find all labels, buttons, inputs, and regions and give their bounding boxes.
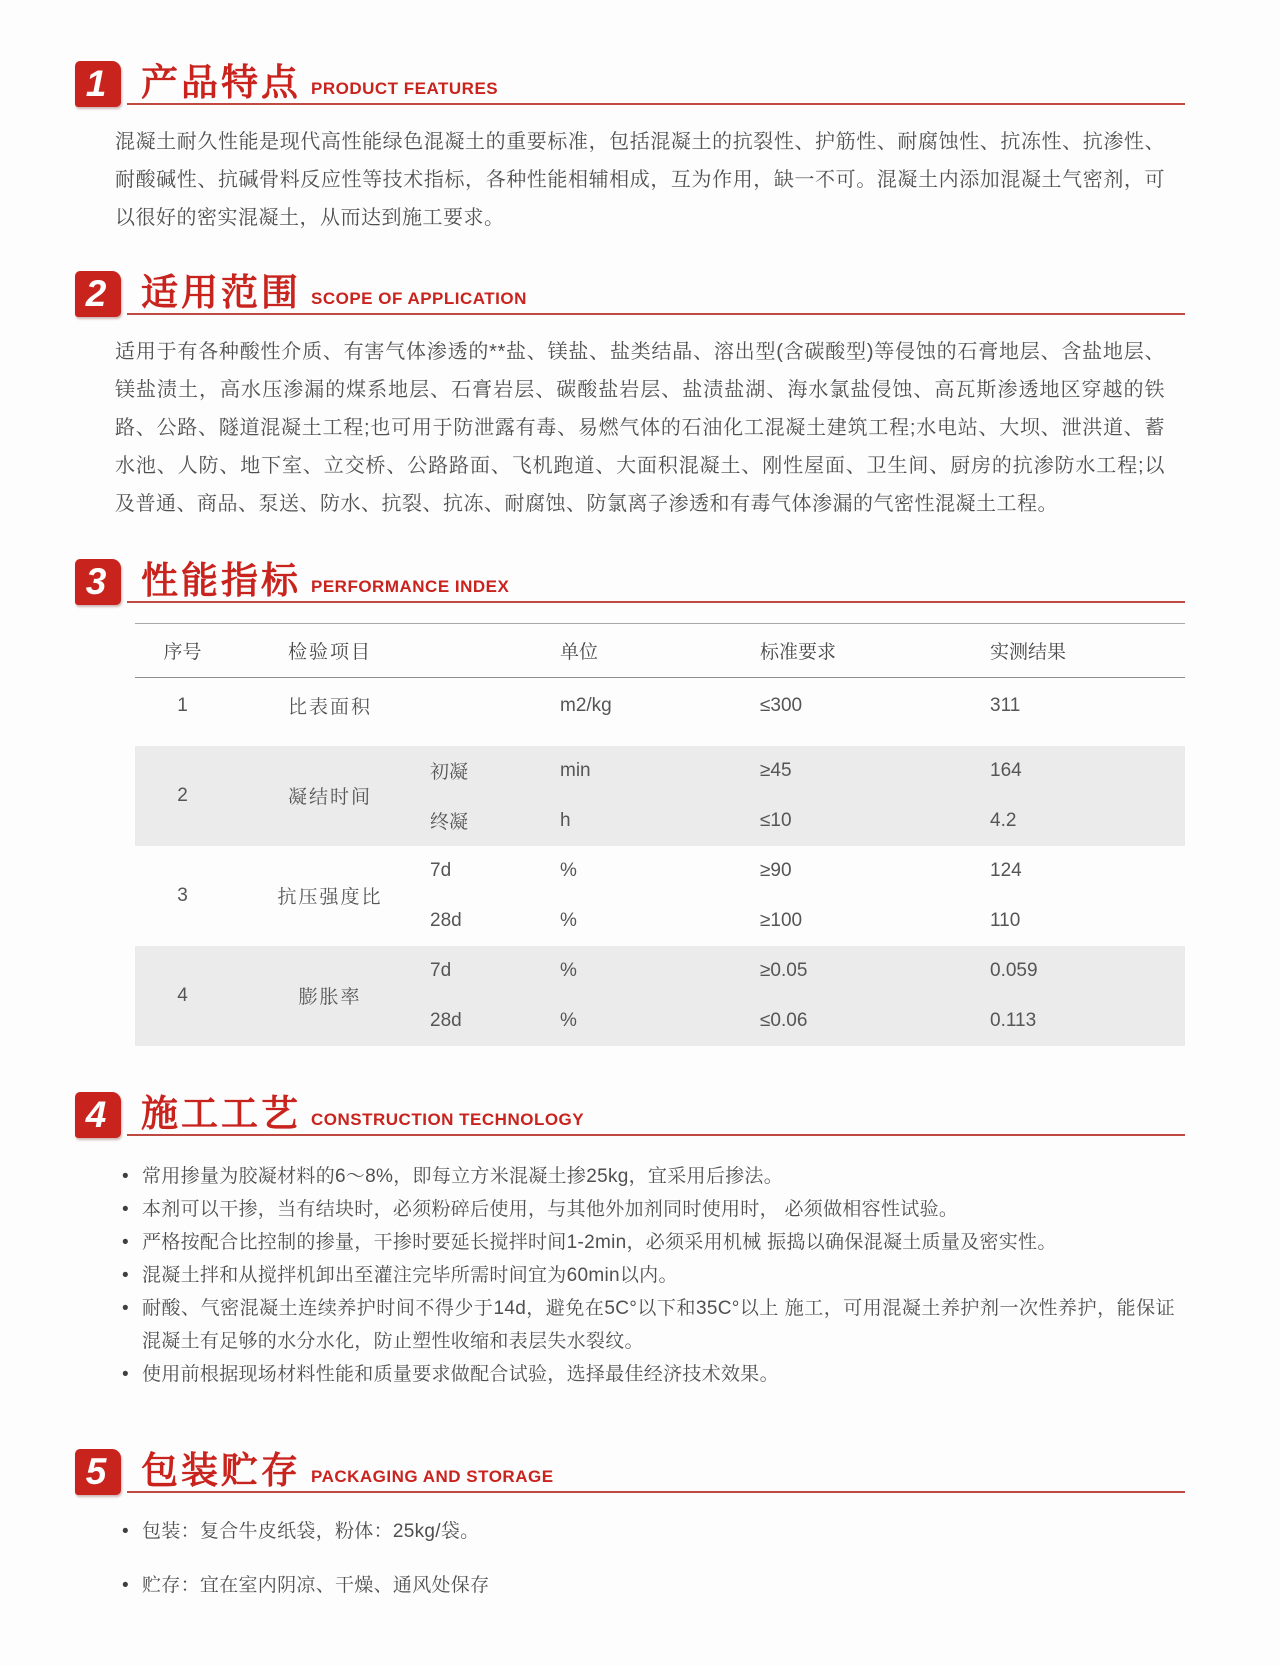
header-item: 检验项目 xyxy=(230,624,430,678)
section-number-badge: 1 xyxy=(75,61,121,107)
cell-sub: 7d xyxy=(430,946,560,996)
list-item: • 贮存：宜在室内阴凉、干燥、通风处保存 xyxy=(120,1571,1175,1601)
cell-unit: % xyxy=(560,909,577,931)
cell-result: 110 xyxy=(990,909,1021,931)
cell-unit: % xyxy=(560,996,760,1046)
section-header xyxy=(75,55,1185,107)
section-number-badge: 5 xyxy=(75,1449,121,1495)
list-item: • 混凝土拌和从搅拌机卸出至灌注完毕所需时间宜为60min以内。 xyxy=(120,1259,1175,1292)
cell-unit: m2/kg xyxy=(560,694,612,716)
header-requirement: 标准要求 xyxy=(760,624,990,678)
section-number-badge: 3 xyxy=(75,559,121,605)
section-product-features xyxy=(75,55,1185,237)
header-unit: 单位 xyxy=(560,624,760,678)
table-header-row xyxy=(135,624,1185,678)
packaging-bullet-list xyxy=(120,1517,1175,1601)
section-title: 适用范围 xyxy=(141,272,301,313)
cell-unit: % xyxy=(560,859,577,881)
table-row xyxy=(135,746,1185,796)
cell-requirement: ≥45 xyxy=(760,746,990,796)
construction-bullet-list xyxy=(120,1160,1175,1391)
section-header xyxy=(75,265,1185,317)
cell-no: 3 xyxy=(177,884,188,906)
list-item: • 包装：复合牛皮纸袋，粉体：25kg/袋。 xyxy=(120,1517,1175,1547)
section-title: 性能指标 xyxy=(141,560,301,601)
cell-sub: 28d xyxy=(430,909,462,931)
section-title: 施工工艺 xyxy=(141,1092,301,1134)
section-construction-technology xyxy=(75,1086,1185,1391)
cell-item: 抗压强度比 xyxy=(277,887,383,908)
section-subtitle: PRODUCT FEATURES xyxy=(311,79,499,98)
cell-sub xyxy=(430,678,560,734)
list-item: • 常用掺量为胶凝材料的6～8%，即每立方米混凝土掺25kg，宜采用后掺法。 xyxy=(120,1160,1175,1193)
cell-item: 膨胀率 xyxy=(230,946,430,1046)
cell-requirement: ≤0.06 xyxy=(760,996,990,1046)
cell-requirement: ≥0.05 xyxy=(760,946,990,996)
section-subtitle: PACKAGING AND STORAGE xyxy=(311,1466,554,1486)
section-header xyxy=(75,1086,1185,1138)
cell-result: 0.113 xyxy=(990,996,1185,1046)
section-number-badge: 2 xyxy=(75,271,121,317)
section-subtitle: PERFORMANCE INDEX xyxy=(311,577,510,596)
section-header xyxy=(75,1443,1185,1495)
cell-result: 311 xyxy=(990,694,1021,716)
cell-unit: % xyxy=(560,946,760,996)
cell-result: 124 xyxy=(990,859,1022,881)
table-row xyxy=(135,846,1185,896)
header-result: 实测结果 xyxy=(990,624,1185,678)
header-no: 序号 xyxy=(135,624,230,678)
section-subtitle: CONSTRUCTION TECHNOLOGY xyxy=(311,1109,585,1129)
table-row xyxy=(135,678,1185,734)
cell-result: 164 xyxy=(990,746,1185,796)
cell-no: 2 xyxy=(135,746,230,846)
cell-unit: min xyxy=(560,746,760,796)
cell-sub: 28d xyxy=(430,996,560,1046)
section-number-badge: 4 xyxy=(75,1092,121,1138)
cell-requirement: ≤300 xyxy=(760,694,803,716)
header-sub xyxy=(430,624,560,678)
section-title: 产品特点 xyxy=(141,62,301,103)
cell-result: 0.059 xyxy=(990,946,1185,996)
features-paragraph: 混凝土耐久性能是现代高性能绿色混凝土的重要标准，包括混凝土的抗裂性、护筋性、耐腐蚀性、抗冻性、抗渗性、耐酸碱性、抗碱骨料反应性等技术指标，各种性能相辅相成，互为作用，缺一不可。混凝土内添加混凝土气密剂，可以很好的密实混凝土，从而达到施工要求。 xyxy=(115,131,1165,229)
cell-item: 凝结时间 xyxy=(230,746,430,846)
cell-result: 4.2 xyxy=(990,796,1185,846)
section-scope-of-application xyxy=(75,265,1185,523)
cell-unit: h xyxy=(560,796,760,846)
list-item: • 严格按配合比控制的掺量，干掺时要延长搅拌时间1-2min，必须采用机械 振捣以确保混凝土质量及密实性。 xyxy=(120,1226,1175,1259)
section-title: 包装贮存 xyxy=(141,1449,301,1491)
cell-no: 4 xyxy=(135,946,230,1046)
list-item: • 使用前根据现场材料性能和质量要求做配合试验，选择最佳经济技术效果。 xyxy=(120,1358,1175,1391)
performance-table xyxy=(135,623,1185,1046)
cell-no: 1 xyxy=(177,694,188,716)
cell-sub: 初凝 xyxy=(430,746,560,796)
cell-sub: 终凝 xyxy=(430,796,560,846)
table-row xyxy=(135,946,1185,996)
cell-requirement: ≤10 xyxy=(760,796,990,846)
section-packaging-storage xyxy=(75,1443,1185,1601)
list-item: • 耐酸、气密混凝土连续养护时间不得少于14d，避免在5C°以下和35C°以上 施工，可用混凝土养护剂一次性养护，能保证混凝土有足够的水分水化，防止塑性收缩和表层失水裂纹。 xyxy=(120,1292,1175,1358)
scope-paragraph: 适用于有各种酸性介质、有害气体渗透的**盐、镁盐、盐类结晶、溶出型(含碳酸型)等侵蚀的石膏地层、含盐地层、镁盐渍土，高水压渗漏的煤系地层、石膏岩层、碳酸盐岩层、盐渍盐湖、海水氯盐侵蚀、高瓦斯渗透地区穿越的铁路、公路、隧道混凝土工程;也可用于防泄露有毒、易燃气体的石油化工混凝土建筑工程;水电站、大坝、泄洪道、蓄水池、人防、地下室、立交桥、公路路面、飞机跑道、大面积混凝土、刚性屋面、卫生间、厨房的抗渗防水工程;以及普通、商品、泵送、防水、抗裂、抗冻、耐腐蚀、防氯离子渗透和有毒气体渗漏的气密性混凝土工程。 xyxy=(115,341,1165,515)
cell-sub: 7d xyxy=(430,859,452,881)
cell-requirement: ≥90 xyxy=(760,859,792,881)
list-item: • 本剂可以干掺，当有结块时，必须粉碎后使用，与其他外加剂同时使用时， 必须做相容性试验。 xyxy=(120,1193,1175,1226)
table-spacer xyxy=(135,734,1185,746)
section-performance-index xyxy=(75,553,1185,1046)
section-subtitle: SCOPE OF APPLICATION xyxy=(311,289,527,308)
cell-requirement: ≥100 xyxy=(760,909,803,931)
section-header xyxy=(75,553,1185,605)
cell-item: 比表面积 xyxy=(287,697,372,719)
